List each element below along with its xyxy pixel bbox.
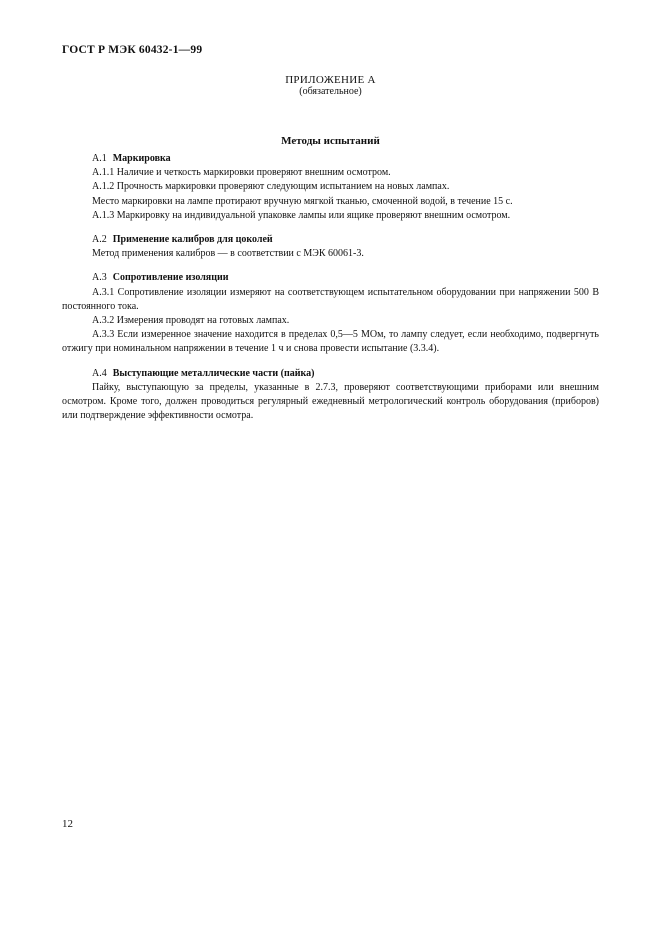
section-number: А.2: [92, 234, 107, 246]
annex-status-note: (обязательное): [299, 86, 362, 97]
paragraph: Место маркировки на лампе протирают вручную мягкой тканью, смоченной водой, в течение 15 с.: [92, 195, 513, 207]
section-number: А.4: [92, 367, 107, 379]
section-a3: [62, 271, 599, 356]
paragraph: А.3.1 Сопротивление изоляции измеряют на соответствующем испытательном оборудовании при напряжении 500 В постоянного тока.: [62, 286, 599, 312]
section-title: Маркировка: [112, 153, 171, 164]
section-number: А.3: [92, 272, 107, 284]
section-a1: [62, 152, 599, 223]
paragraph: А.1.1 Наличие и четкость маркировки проверяют внешним осмотром.: [92, 167, 391, 179]
paragraph: Метод применения калибров — в соответствии с МЭК 60061-3.: [92, 248, 364, 260]
paragraph: А.1.3 Маркировку на индивидуальной упаковке лампы или ящике проверяют внешним осмотром.: [92, 209, 511, 221]
section-a2: [62, 233, 599, 261]
paragraph: А.3.2 Измерения проводят на готовых лампах.: [92, 315, 290, 327]
paragraph: Пайку, выступающую за пределы, указанные в 2.7.3, проверяют соответствующими приборами или внешним осмотром. Кроме того, должен проводиться регулярный ежедневный метрологический контроль оборудования (приборов) или подтверждение эффективности осмотра.: [62, 381, 599, 422]
paragraph: А.1.2 Прочность маркировки проверяют следующим испытанием на новых лампах.: [92, 181, 450, 193]
section-a4: [62, 367, 599, 424]
section-title: Выступающие металлические части (пайка): [112, 367, 315, 379]
annex-title: ПРИЛОЖЕНИЕ А: [285, 74, 376, 86]
main-title: Методы испытаний: [281, 135, 380, 147]
document-body: [62, 152, 599, 423]
section-number: А.1: [92, 153, 107, 164]
section-title: Сопротивление изоляции: [112, 272, 229, 284]
page-number: 12: [62, 818, 73, 830]
section-heading: [62, 152, 599, 166]
paragraph: А.3.3 Если измеренное значение находится в пределах 0,5—5 МОм, то лампу следует, если необходимо, подвергнуть отжигу при номинальном напряжении в течение 1 ч и снова провести испытание (3.3.4).: [62, 329, 599, 355]
document-header: ГОСТ Р МЭК 60432-1—99: [62, 44, 203, 56]
section-title: Применение калибров для цоколей: [112, 234, 273, 246]
section-heading: [62, 367, 599, 381]
section-heading: [62, 271, 599, 285]
section-heading: [62, 233, 599, 247]
